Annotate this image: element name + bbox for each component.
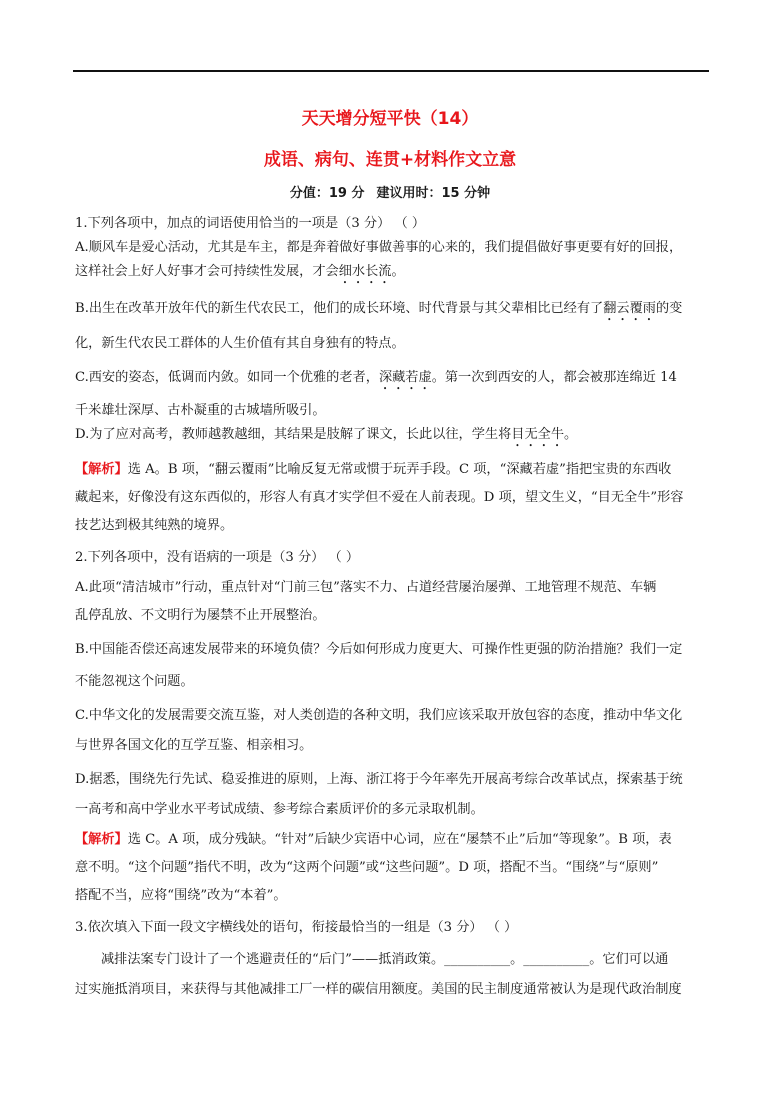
time-label: 建议用时：15 分钟: [376, 186, 491, 201]
q3-passage-line1: 减排法案专门设计了一个逃避责任的“后门”——抵消政策。__________。__________。它们可以通: [101, 952, 669, 967]
document-body: [75, 212, 710, 1002]
analysis-tag: 【解析】: [75, 832, 128, 847]
header-rule: [73, 70, 709, 72]
dotted-word: 细水长流: [338, 264, 392, 279]
score-label: 分值：19 分: [289, 186, 365, 201]
q1-option-a-line2: 这样社会上好人好事才会可持续性发展，才会细水长流。: [75, 264, 405, 279]
q1-option-c-line2: 千米雄壮深厚、古朴凝重的古城墙所吸引。: [75, 403, 326, 418]
q2-option-c-line1: C.中华文化的发展需要交流互鉴，对人类创造的各种文明，我们应该采取开放包容的态度，推动中华文化: [75, 708, 683, 723]
question-1-stem: 1.下列各项中，加点的词语使用恰当的一项是（3 分） （ ）: [75, 216, 426, 231]
q2-answer-line1: 【解析】选 C。A 项，成分残缺。“针对”后缺少宾语中心词，应在“屡禁不止”后加“等现象”。B 项，表: [75, 832, 672, 847]
q1-option-d: D.为了应对高考，教师越教越细，其结果是肢解了课文，长此以往，学生将目无全牛。: [75, 427, 578, 442]
dotted-word: 目无全牛: [511, 427, 565, 442]
score-time-info: [0, 182, 780, 201]
q2-answer-line2: 意不明。“这个问题”指代不明，改为“这两个问题”或“这些问题”。D 项，搭配不当。“围绕”与“原则”: [75, 860, 659, 875]
question-2-stem: 2.下列各项中，没有语病的一项是（3 分） （ ）: [75, 550, 360, 565]
q3-passage-line2: 过实施抵消项目，来获得与其他减排工厂一样的碳信用额度。美国的民主制度通常被认为是现代政治制度: [75, 982, 682, 997]
q2-option-b-line2: 不能忽视这个问题。: [75, 674, 194, 689]
q1-answer-line3: 技艺达到极其纯熟的境界。: [75, 518, 234, 533]
question-3-stem: 3.依次填入下面一段文字横线处的语句，衔接最恰当的一组是（3 分） （ ）: [75, 920, 518, 935]
q2-option-d-line1: D.据悉，围绕先行先试、稳妥推进的原则，上海、浙江将于今年率先开展高考综合改革试点，探索基于统: [75, 772, 683, 787]
q1-answer-line1: 【解析】选 A。B 项，“翻云覆雨”比喻反复无常或惯于玩弄手段。C 项，“深藏若虚”指把宝贵的东西收: [75, 462, 672, 477]
q2-option-b-line1: B.中国能否偿还高速发展带来的环境负债？今后如何形成力度更大、可操作性更强的防治措施？我们一定: [75, 642, 683, 657]
page-title: 天天增分短平快（14）: [301, 109, 479, 129]
analysis-tag: 【解析】: [75, 462, 128, 477]
q2-answer-line3: 搭配不当，应将“围绕”改为“本着”。: [75, 888, 287, 903]
q2-option-d-line2: 一高考和高中学业水平考试成绩、参考综合素质评价的多元录取机制。: [75, 802, 484, 817]
q1-option-b-line1: B.出生在改革开放年代的新生代农民工，他们的成长环境、时代背景与其父辈相比已经有了翻云覆雨的变: [75, 301, 683, 316]
q1-option-a-line1: A.顺风车是爱心活动，尤其是车主，都是奔着做好事做善事的心来的，我们提倡做好事更要有好的回报，: [75, 240, 683, 255]
q2-option-a-line2: 乱停乱放、不文明行为屡禁不止开展整治。: [75, 608, 326, 623]
q1-option-b-line2: 化，新生代农民工群体的人生价值有其自身独有的特点。: [75, 336, 405, 351]
q1-answer-line2: 藏起来，好像没有这东西似的，形容人有真才实学但不爱在人前表现。D 项，望文生义，“目无全牛”形容: [75, 490, 684, 505]
dotted-word: 深藏若虚: [378, 370, 432, 385]
dotted-word: 翻云覆雨: [603, 301, 656, 316]
q2-option-a-line1: A.此项“清洁城市”行动，重点针对“门前三包”落实不力、占道经营屡治屡弹、工地管理不规范、车辆: [75, 580, 657, 595]
q1-option-c-line1: C.西安的姿态，低调而内敛。如同一个优雅的老者，深藏若虚。第一次到西安的人，都会被那连绵近 14: [75, 370, 677, 385]
page-subtitle: 成语、病句、连贯+材料作文立意: [263, 150, 517, 170]
q2-option-c-line2: 与世界各国文化的互学互鉴、相亲相习。: [75, 738, 313, 753]
